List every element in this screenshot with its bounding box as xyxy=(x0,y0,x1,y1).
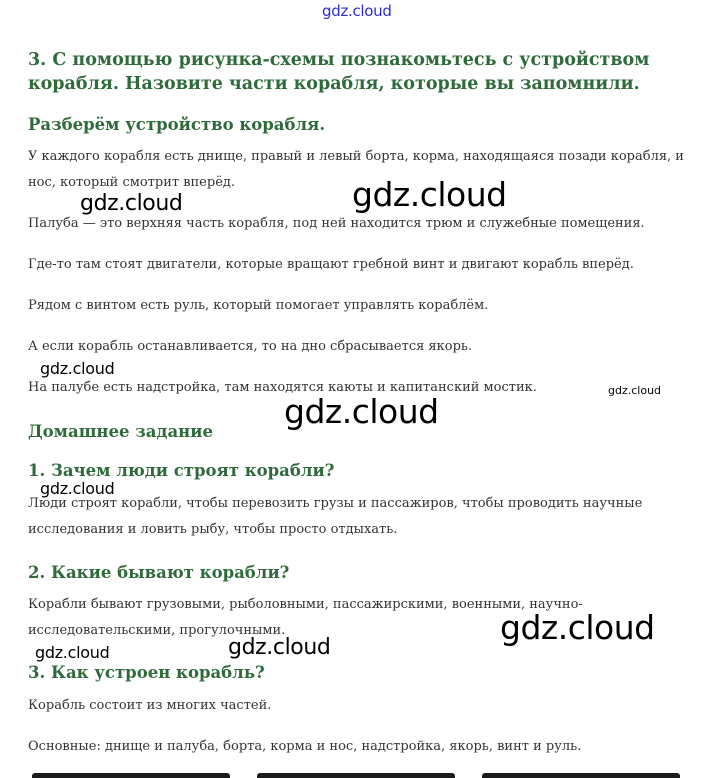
question-1-title: 1. Зачем люди строят корабли? xyxy=(28,461,335,480)
bottom-tab xyxy=(32,773,230,778)
question-1-answer: Люди строят корабли, чтобы перевозить грузы и пассажиров, чтобы проводить научные исследования и ловить рыбу, чтобы просто отдыхать. xyxy=(28,496,643,537)
paragraph-deck: Палуба — это верхняя часть корабля, под ней находится трюм и служебные помещения. xyxy=(28,216,645,231)
question-3-answer: Корабль состоит из многих частей. xyxy=(28,698,272,713)
watermark-top: gdz.cloud xyxy=(322,2,392,20)
paragraph-superstructure: На палубе есть надстройка, там находятся каюты и капитанский мостик. xyxy=(28,380,537,395)
watermark: gdz.cloud xyxy=(40,479,115,498)
paragraph-hull: У каждого корабля есть днище, правый и левый борта, корма, находящаяся позади корабля, и нос, который смотрит вперёд. xyxy=(28,149,684,190)
question-3-answer-main-parts: Основные: днище и палуба, борта, корма и нос, надстройка, якорь, винт и руль. xyxy=(28,739,582,754)
bottom-tab xyxy=(257,773,455,778)
watermark: gdz.cloud xyxy=(228,635,331,660)
watermark: gdz.cloud xyxy=(284,392,439,431)
watermark: gdz.cloud xyxy=(352,175,507,214)
question-2-answer: Корабли бывают грузовыми, рыболовными, пассажирскими, военными, научно-исследовательскими, прогулочными. xyxy=(28,597,583,638)
watermark: gdz.cloud xyxy=(80,191,183,216)
watermark: gdz.cloud xyxy=(608,384,662,397)
watermark: gdz.cloud xyxy=(40,359,115,378)
paragraph-engines: Где-то там стоят двигатели, которые вращают гребной винт и двигают корабль вперёд. xyxy=(28,257,634,272)
bottom-tab xyxy=(482,773,680,778)
paragraph-anchor: А если корабль останавливается, то на дно сбрасывается якорь. xyxy=(28,339,473,354)
question-3-title: 3. Как устроен корабль? xyxy=(28,663,265,682)
question-2-title: 2. Какие бывают корабли? xyxy=(28,563,290,582)
paragraph-rudder: Рядом с винтом есть руль, который помогает управлять кораблём. xyxy=(28,298,489,313)
homework-heading: Домашнее задание xyxy=(28,422,213,441)
watermark: gdz.cloud xyxy=(35,643,110,662)
section-heading: Разберём устройство корабля. xyxy=(28,115,326,134)
task-title: 3. С помощью рисунка-схемы познакомьтесь с устройством корабля. Назовите части корабля, которые вы запомнили. xyxy=(28,50,650,94)
watermark: gdz.cloud xyxy=(500,608,655,647)
